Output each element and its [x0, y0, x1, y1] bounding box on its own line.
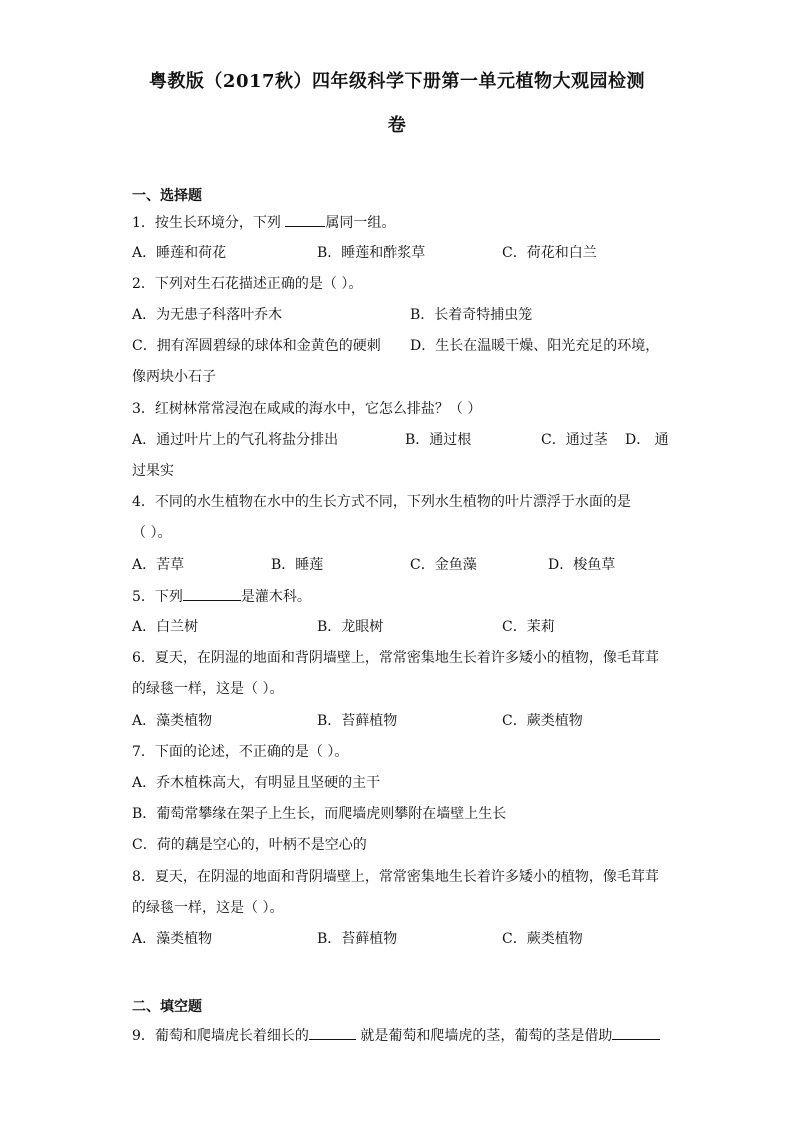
question-6-stem-continued: 的绿毯一样，这是（ ）。: [132, 681, 284, 697]
q2-option-b: B．长着奇特捕虫笼: [410, 307, 533, 323]
title-line-1: 粤教版（2017秋）四年级科学下册第一单元植物大观园检测: [148, 71, 646, 92]
q5-option-c: C．茉莉: [502, 619, 555, 635]
q8-option-b: B．苔藓植物: [317, 931, 398, 947]
q7-option-c: C．荷的藕是空心的，叶柄不是空心的: [132, 837, 367, 853]
question-3-stem: 3．红树林常常浸泡在咸咸的海水中，它怎么排盐？（ ）: [132, 401, 482, 417]
answer-blank: [285, 214, 325, 227]
q1-option-a: A．睡莲和荷花: [132, 245, 227, 261]
q4-option-d: D．梭鱼草: [548, 557, 616, 573]
title-line-2: 卷: [387, 115, 407, 136]
answer-blank: [309, 1027, 356, 1040]
answer-blank: [183, 588, 241, 601]
q3-option-b: B．通过根: [405, 432, 472, 448]
q3-option-d-continued: 过果实: [132, 463, 174, 479]
question-4-stem: 4．不同的水生植物在水中的生长方式不同，下列水生植物的叶片漂浮于水面的是: [132, 494, 631, 510]
q4-option-a: A．苦草: [132, 557, 185, 573]
question-4-stem-continued: （ ）。: [132, 525, 172, 541]
q3-option-d: D． 通: [625, 432, 669, 448]
question-1-text-b: 属同一组。: [325, 215, 396, 231]
question-2-stem: 2．下列对生石花描述正确的是（ ）。: [132, 276, 363, 292]
question-9-text-a: 9．葡萄和爬墙虎长着细长的: [132, 1028, 309, 1044]
question-6-stem: 6．夏天，在阴湿的地面和背阴墙壁上，常常密集地生长着许多矮小的植物，像毛茸茸: [132, 650, 659, 666]
q4-option-c: C．金鱼藻: [410, 557, 477, 573]
q7-option-a: A．乔木植株高大，有明显且坚硬的主干: [132, 775, 381, 791]
question-5-stem: [132, 588, 311, 605]
q2-option-d: D．生长在温暖干燥、阳光充足的环境，: [410, 338, 660, 354]
answer-blank: [612, 1027, 660, 1040]
question-7-stem: 7．下面的论述，不正确的是（ ）。: [132, 744, 349, 760]
question-9-stem: [132, 1027, 660, 1044]
q8-option-c: C．蕨类植物: [502, 931, 583, 947]
q5-option-b: B．龙眼树: [317, 619, 384, 635]
q5-option-a: A．白兰树: [132, 619, 199, 635]
q8-option-a: A．藻类植物: [132, 931, 213, 947]
q1-option-c: C．荷花和白兰: [502, 245, 597, 261]
q6-option-c: C．蕨类植物: [502, 713, 583, 729]
question-9-text-b: 就是葡萄和爬墙虎的茎，葡萄的茎是借助: [355, 1028, 613, 1044]
section-heading-choice: 一、选择题: [132, 188, 202, 204]
q7-option-b: B．葡萄常攀缘在架子上生长，而爬墙虎则攀附在墙壁上生长: [132, 806, 507, 822]
question-5-text-b: 是灌木科。: [240, 589, 311, 605]
q3-option-c: C．通过茎: [541, 432, 608, 448]
q2-option-d-continued: 像两块小石子: [132, 369, 216, 385]
q2-option-c: C．拥有浑圆碧绿的球体和金黄色的硬刺: [132, 338, 381, 354]
q1-option-b: B．睡莲和酢浆草: [317, 245, 426, 261]
q6-option-b: B．苔藓植物: [317, 713, 398, 729]
question-8-stem-continued: 的绿毯一样，这是（ ）。: [132, 900, 284, 916]
question-8-stem: 8．夏天，在阴湿的地面和背阴墙壁上，常常密集地生长着许多矮小的植物，像毛茸茸: [132, 869, 659, 885]
question-5-text-a: 5．下列: [132, 589, 183, 605]
q3-option-a: A．通过叶片上的气孔将盐分排出: [132, 432, 339, 448]
q4-option-b: B．睡莲: [271, 557, 324, 573]
section-heading-fill: 二、填空题: [132, 999, 202, 1015]
q6-option-a: A．藻类植物: [132, 713, 213, 729]
question-1-text-a: 1．按生长环境分，下列: [132, 215, 286, 231]
q2-option-a: A．为无患子科落叶乔木: [132, 307, 283, 323]
question-1-stem: [132, 214, 395, 231]
